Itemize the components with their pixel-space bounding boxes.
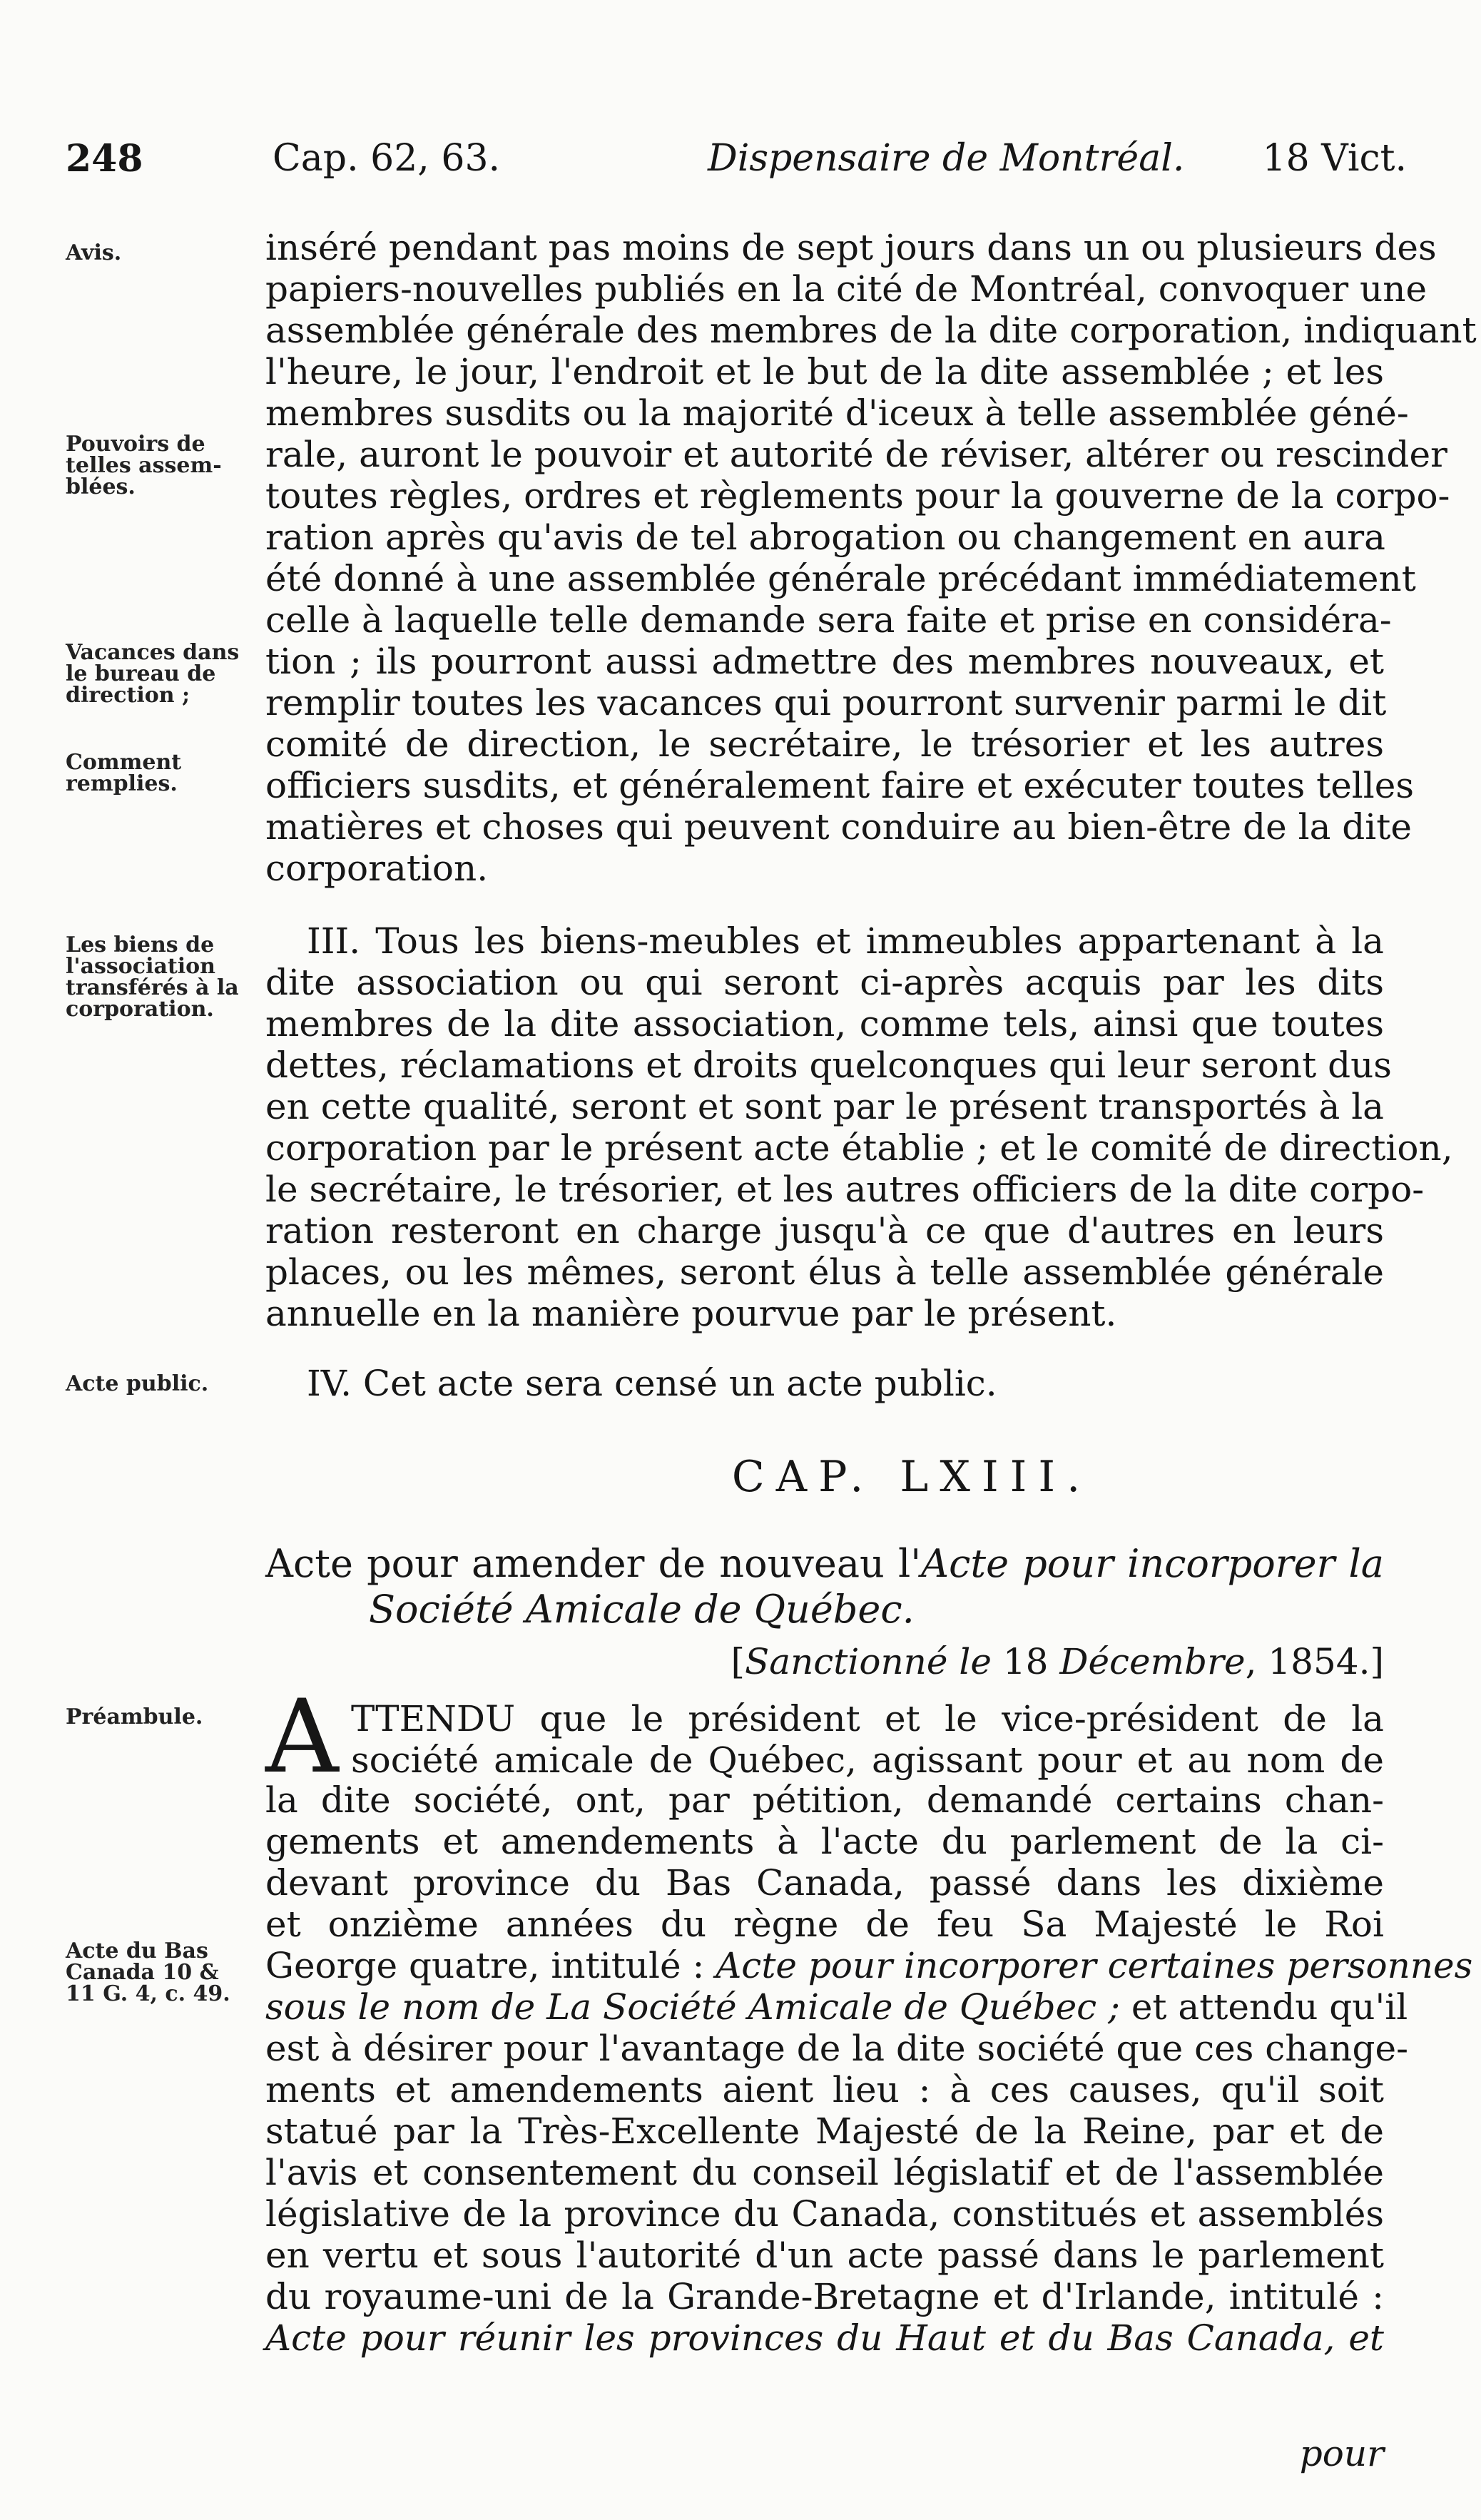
regnal-year: 18 Vict.	[1262, 137, 1407, 180]
sidenote-comment: Comment remplies.	[66, 750, 182, 796]
sanction-date: [Sanctionné le 18 Décembre, 1854.]	[731, 1641, 1384, 1682]
act-title-italic-2: Société Amicale de Québec.	[369, 1587, 915, 1632]
act-title	[265, 1541, 1384, 1632]
sidenote-acte-bas-canada: Acte du Bas Canada 10 & 11 G. 4, c. 49.	[66, 1939, 230, 2006]
act-title-roman: Acte pour amender de nouveau l'	[265, 1541, 922, 1586]
running-header	[66, 137, 1407, 187]
cited-act-title: Acte pour incorporer certaines personnes	[716, 1945, 1473, 1986]
act-title-italic-1: Acte pour incorporer la	[921, 1541, 1384, 1586]
section-iv: IV. Cet acte sera censé un acte public.	[307, 1363, 997, 1404]
preamble-first-lines: TTENDU que le président et le vice-président de la société amicale de Québec, agissant pour et au nom de	[351, 1698, 1384, 1781]
union-act-title: Acte pour réunir les provinces du Haut et du Bas Canada, et	[265, 2317, 1384, 2359]
sidenote-avis: Avis.	[66, 240, 122, 265]
catchword: pour	[1299, 2433, 1384, 2474]
preamble-body: la dite société, ont, par pétition, demandé certains chan- gements et amendements à l'acte du parlement de la ci- devant province du Bas Canada, passé dans les dixième et onzième années du règne de feu Sa Majesté le Roi George quatre, intitulé : Acte pour incorporer certaines personnes sous le nom de La Société Amicale de Québec ; et attendu qu'il est à désirer pour l'avantage de la dite société que ces change- ments et amendements aient lieu : à ces causes, qu'il soit statué par la Très-Excellente Majesté de la Reine, par et de l'avis et consentement du conseil législatif et de l'assemblée législative de la province du Canada, constitués et assemblés en vertu et sous l'autorité d'un acte passé dans le parlement du royaume-uni de la Grande-Bretagne et d'Irlande, intitulé : Acte pour réunir les provinces du Haut et du Bas Canada, et	[265, 1779, 1473, 2359]
sidenote-acte-public: Acte public.	[66, 1371, 209, 1396]
section-iii: III. Tous les biens-meubles et immeubles appartenant à la dite association ou qui seront ci-après acquis par les dits membres de la dite association, comme tels, ainsi que toutes dettes, réclamations et droits quelconques qui leur seront dus en cette qualité, seront et sont par le présent transportés à la corporation par le présent acte établie ; et le comité de direction, le secrétaire, le trésorier, et les autres officiers de la dite corpo- ration resteront en charge jusqu'à ce que d'autres en leurs places, ou les mêmes, seront élus à telle assemblée générale annuelle en la manière pourvue par le présent.	[265, 920, 1453, 1334]
sidenote-preambule: Préambule.	[66, 1704, 203, 1729]
sidenote-biens: Les biens de l'association transférés à la corporation.	[66, 933, 239, 1022]
chapter-reference: Cap. 62, 63.	[273, 137, 501, 180]
sidenote-vacances: Vacances dans le bureau de direction ;	[66, 640, 240, 708]
drop-cap: A	[265, 1678, 339, 1796]
chapter-heading: CAP. LXIII.	[731, 1452, 1092, 1502]
running-title: Dispensaire de Montréal.	[708, 137, 1185, 180]
sidenote-pouvoirs: Pouvoirs de telles assem- blées.	[66, 432, 222, 499]
paragraph-1: inséré pendant pas moins de sept jours dans un ou plusieurs des papiers-nouvelles publiés en la cité de Montréal, convoquer une assemblée générale des membres de la dite corporation, indiquant l'heure, le jour, l'endroit et le but de la dite assemblée ; et les membres susdits ou la majorité d'iceux à telle assemblée géné- rale, auront le pouvoir et autorité de réviser, altérer ou rescinder toutes règles, ordres et règlements pour la gouverne de la corpo- ration après qu'avis de tel abrogation ou changement en aura été donné à une assemblée générale précédant immédiatement celle à laquelle telle demande sera faite et prise en considéra- tion ; ils pourront aussi admettre des membres nouveaux, et remplir toutes les vacances qui pourront survenir parmi le dit comité de direction, le secrétaire, le trésorier et les autres officiers susdits, et généralement faire et exécuter toutes telles matières et choses qui peuvent conduire au bien-être de la dite corporation.	[265, 227, 1477, 889]
page-number: 248	[66, 137, 143, 181]
